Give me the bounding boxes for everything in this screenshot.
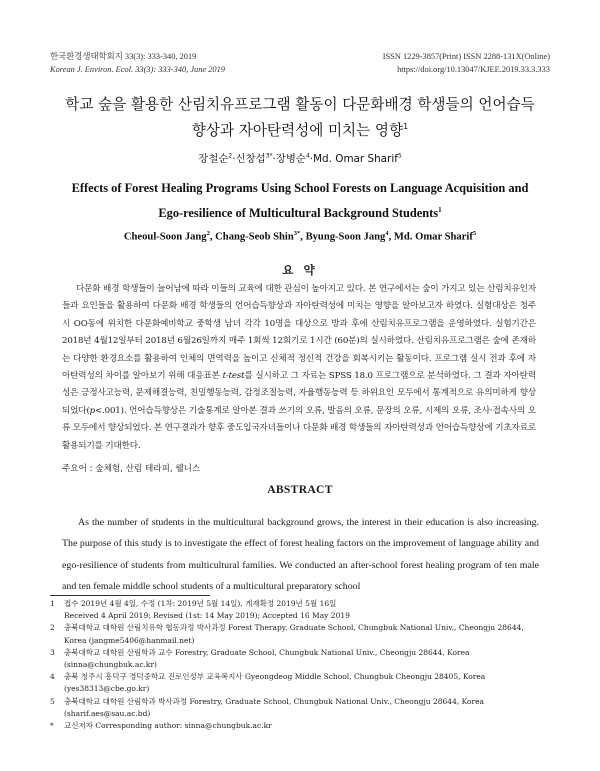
t-test-term: t-test [222,371,245,382]
author-sup: 5 [397,152,402,160]
journal-header-right [383,50,550,76]
journal-header-left [50,50,225,76]
author-sup: 3* [293,230,301,237]
english-title-line1: Effects of Forest Healing Programs Using School Forests on Language Acquisition and [71,181,529,195]
footnote-item [50,598,570,622]
footnote-item [50,671,570,695]
author-name: 장철순 [198,153,229,165]
footnote-line: Korea (jangme5406@hanmail.net) [64,635,195,645]
footnote-item [50,720,570,732]
author-separator: · [272,153,276,165]
keywords-text: 숲체험, 산림 테라피, 웰니스 [95,464,201,474]
author-sup: 3* [265,152,273,160]
author-name: 신창섭 [235,153,266,165]
footnote-divider [50,595,210,596]
author-sup: 4 [305,152,310,160]
footnote-line: (yes38313@cbe.go.kr) [64,684,150,694]
issn: ISSN 1229-3857(Print) ISSN 2288-131X(Online) [382,52,550,61]
footnote-mark: 1 [50,599,55,608]
english-abstract-heading: ABSTRACT [267,483,333,496]
korean-title-footnote-mark: 1 [403,122,409,131]
author-name: Md. Omar Sharif [313,153,398,165]
author-separator: · [232,153,236,165]
journal-name-ko: 한국환경생태학회지 33(3): 333-340, 2019 [50,52,197,61]
english-title-line2 [50,199,550,224]
korean-abstract-body [62,281,536,455]
korean-title-line1: 학교 숲을 활용한 산림치유프로그램 활동이 다문화배경 학생들의 언어습득 [65,96,535,113]
footnote-line: (sharif.aes@sau.ac.bd) [64,708,151,718]
english-authors [40,230,560,243]
korean-abstract-text: 다문화 배경 학생들이 늘어남에 따라 이들의 교육에 대한 관심이 높아지고 있다. 본 연구에서는 숲이 가지고 있는 산림치유인자들과 요인들을 활용하여 다문화 배경 학생들의 언어습득향상과 자아탄력성에 미치는 영향을 알아보고자 하였다. 실험대상은 청주시 OO동에 위치한 다문화예비학교 중학생 남녀 각각 10명을 대상으로 방과 후에 산림치유프로그램을 운영하였다. 실험기간은 2018년 4월12일부터 2018년 6월26일까지 매주 1회씩 12회기로 1시간 (60분)의 실시하였다. 산림치유프로그램은 숲에 존재하는 다양한 환경요소를 활용하여 인체의 면역력을 높이고 신체적 정신적 건강을 회복시키는 활동이다. 프로그램 실시 전과 후에 자아탄력성의 차이를 알아보기 위해 대응표본 [62,284,536,382]
author-name: Chang-Seob Shin [215,231,294,243]
footnote-mark: 2 [50,623,55,633]
author-separator: , [300,231,306,243]
author-name: 장병순 [275,153,306,165]
footnote-line: 충북대학교 대학원 산림학과 박사과정 Forestry, Graduate School, Chungbuk National Univ., Cheongju 28644, Korea [64,696,485,706]
korean-abstract-heading: 요 약 [282,263,318,277]
author-name: Byung-Soon Jang [305,231,386,243]
keywords [62,462,542,474]
author-separator: , [388,231,394,243]
author-separator: , [209,231,216,243]
author-sup: 5 [472,230,477,237]
footnote-mark: 4 [50,672,55,682]
english-abstract-body: As the number of students in the multicultural background grows, the interest in their education is also increasing. The purpose of this study is to investigate the effect of forest healing factors on the improvement of language ability and ego-resilience of students from multicultural families. We conducted an after-school forest healing program of ten male and ten female middle school students of a multicultural preparatory school [62,517,539,593]
footnote-item [50,696,570,720]
footnote-line: (sinna@chungbuk.ac.kr) [64,660,157,670]
english-title-footnote-mark: 1 [438,206,442,214]
footnote-mark: 3 [50,647,55,657]
p-value-symbol: p [89,405,96,416]
footnote-item [50,622,570,646]
doi-link[interactable]: https://doi.org/10.13047/KJEE.2019.33.3.333 [397,65,550,74]
footnotes [50,598,570,732]
author-name: Md. Omar Sharif [393,231,473,243]
korean-abstract-text: 를 실시하고 그 자료는 SPSS 18.0 프로그램으로 분석하였다. 그 결과 자아탄력성은 긍정사고능력, 문제해결능력, 친밀행동능력, 감정조절능력, 자율행동능력 등 하위요인 모두에서 통계적으로 유의미하게 향상되었다( [62,371,536,416]
english-title [50,177,550,224]
footnote-mark: * [50,721,54,731]
footnote-line: 충북대학교 대학원 산림학과 교수 Forestry, Graduate School, Chungbuk National Univ., Cheongju 28644, Korea [64,647,470,657]
footnote-mark: 5 [50,696,55,706]
korean-title-line2 [40,116,560,142]
korean-title-line2-text: 향상과 자아탄력성에 미치는 영향 [191,121,404,139]
footnote-item [50,647,570,671]
author-sup: 2 [206,230,210,237]
english-title-line2-text: Ego-resilience of Multicultural Background Students [158,206,439,221]
korean-authors [40,150,560,165]
footnote-line: Received 4 April 2019; Revised (1st: 14 May 2019); Accepted 16 May 2019 [64,611,350,621]
author-sup: 2 [228,152,233,160]
korean-abstract-text: <.001). 언어습득향상은 기술통계로 알아본 결과 쓰기의 오류, 발음의 오류, 문장의 오류, 시제의 오류, 조사·접속사의 오류 모두에서 향상되었다. 본 연구결과가 향후 중도입국자녀들이나 다문화 배경 학생들의 자아탄력성과 언어습득향상에 기초자료로 활용되기를 기대한다. [62,405,536,451]
korean-title [40,94,560,142]
author-sup: 4 [385,230,389,237]
keywords-label: 주요어 : [62,464,96,474]
footnote-line: 접수 2019년 4월 4일, 수정 (1차: 2019년 5월 14일), 게재확정 2019년 5월 16일 [64,599,337,608]
journal-name-en: Korean J. Environ. Ecol. 33(3): 333-340, June 2019 [50,65,225,74]
author-name: Cheoul-Soon Jang [123,231,207,243]
author-separator: · [309,153,314,165]
footnote-line: 충북 청주시 흥덕구 경덕중학교 진로인성부 교육복지사 Gyeongdeog Middle School, Chungbuk Cheongju 28405, Korea [64,672,486,682]
footnote-line: 교신저자 Corresponding author: sinna@chungbuk.ac.kr [64,721,272,731]
footnote-line: 충북대학교 대학원 산림치유학 협동과정 박사과정 Forest Therapy, Graduate School, Chungbuk National Univ., Cheongju 28644, [64,623,524,633]
